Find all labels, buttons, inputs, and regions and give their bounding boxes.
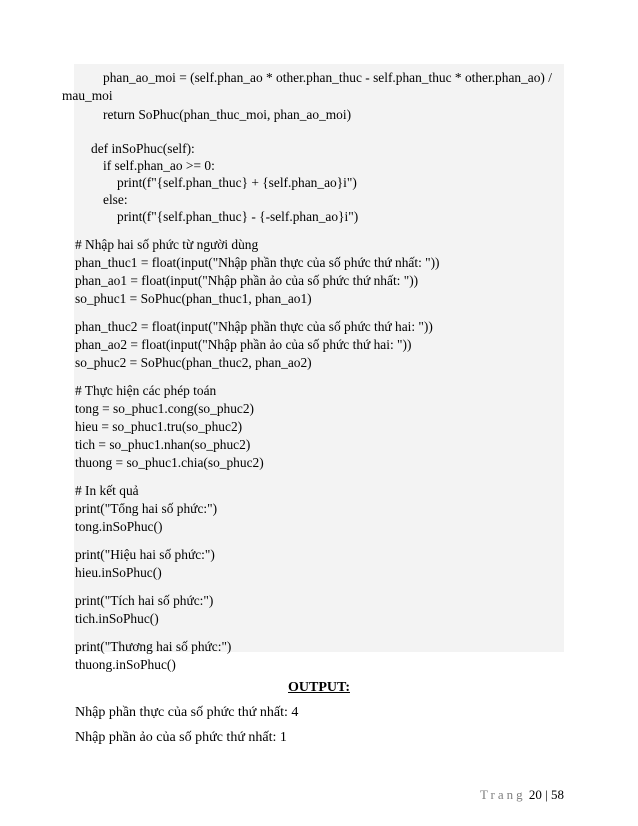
page-footer [480,787,564,803]
code-comment: # Nhập hai số phức từ người dùng [75,237,259,252]
code-line: phan_ao1 = float(input("Nhập phần ảo của số phức thứ nhất: ")) [75,273,419,288]
code-line: tich = so_phuc1.nhan(so_phuc2) [75,437,251,452]
code-line: mau_moi [62,88,113,103]
code-line: print("Tổng hai số phức:") [75,501,218,516]
footer-separator: | [545,787,548,802]
code-line: print("Thương hai số phức:") [75,639,232,654]
code-line: else: [103,192,128,207]
output-heading: OUTPUT: [288,680,350,695]
code-line: if self.phan_ao >= 0: [103,158,215,173]
code-line: phan_thuc1 = float(input("Nhập phần thực của số phức thứ nhất: ")) [75,255,440,270]
code-line: thuong.inSoPhuc() [75,657,176,672]
code-comment: # Thực hiện các phép toán [75,383,217,398]
code-line: phan_ao2 = float(input("Nhập phần ảo của số phức thứ hai: ")) [75,337,412,352]
code-line: phan_ao_moi = (self.phan_ao * other.phan_thuc - self.phan_thuc * other.phan_ao) / [103,70,552,85]
code-line: print("Hiệu hai số phức:") [75,547,215,562]
code-line: thuong = so_phuc1.chia(so_phuc2) [75,455,264,470]
code-line: hieu = so_phuc1.tru(so_phuc2) [75,419,243,434]
code-line: def inSoPhuc(self): [91,141,195,156]
code-line: hieu.inSoPhuc() [75,565,162,580]
code-comment: # In kết quả [75,483,139,498]
code-line: print(f"{self.phan_thuc} - {-self.phan_ao}i") [117,209,359,224]
code-line: phan_thuc2 = float(input("Nhập phần thực của số phức thứ hai: ")) [75,319,433,334]
code-line: print(f"{self.phan_thuc} + {self.phan_ao}i") [117,175,357,190]
code-line: tong = so_phuc1.cong(so_phuc2) [75,401,255,416]
code-line: so_phuc1 = SoPhuc(phan_thuc1, phan_ao1) [75,291,312,306]
output-line: Nhập phần ảo của số phức thứ nhất: 1 [75,730,287,745]
code-line: tich.inSoPhuc() [75,611,159,626]
code-line: return SoPhuc(phan_thuc_moi, phan_ao_moi) [103,107,352,122]
code-line: print("Tích hai số phức:") [75,593,214,608]
code-line: tong.inSoPhuc() [75,519,163,534]
code-line: so_phuc2 = SoPhuc(phan_thuc2, phan_ao2) [75,355,312,370]
output-line: Nhập phần thực của số phức thứ nhất: 4 [75,705,299,720]
footer-total-pages: 58 [551,787,564,802]
footer-page-word: Trang [480,787,526,802]
footer-page-number: 20 [528,787,542,802]
